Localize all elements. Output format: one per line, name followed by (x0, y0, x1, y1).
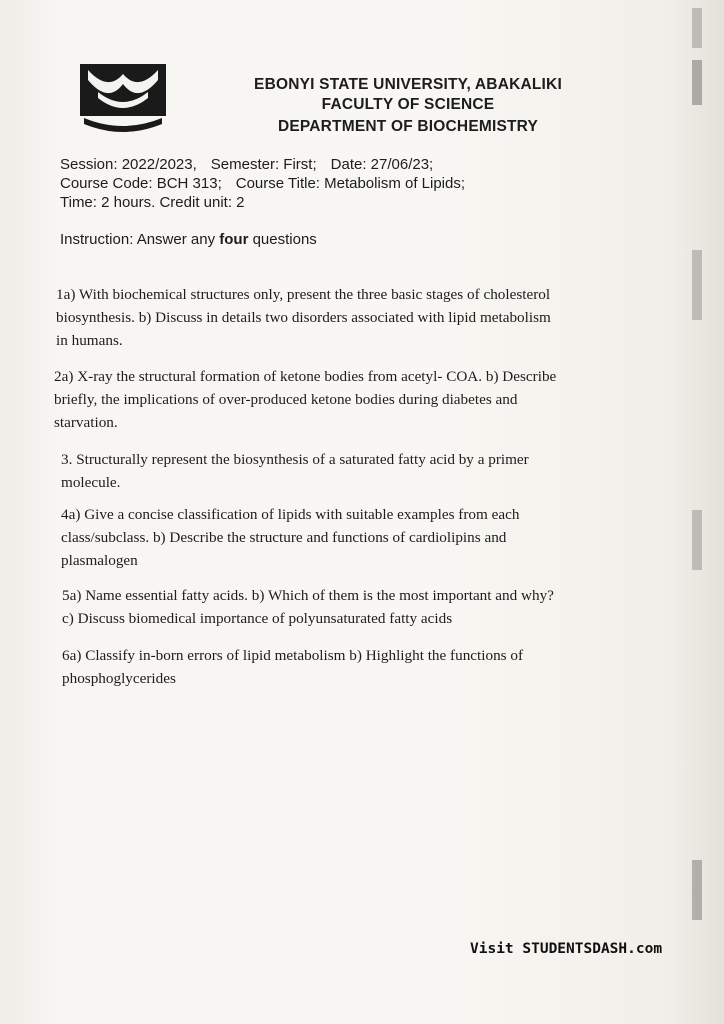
question-line: biosynthesis. b) Discuss in details two disorders associated with lipid metabolism (56, 309, 551, 326)
question-line: plasmalogen (61, 552, 138, 569)
question-1 (56, 283, 632, 352)
question-line: 5a) Name essential fatty acids. b) Which of them is the most important and why? (62, 587, 554, 604)
scan-edge-mark (692, 250, 702, 320)
question-line: 1a) With biochemical structures only, present the three basic stages of cholesterol (56, 286, 551, 303)
instruction-emphasis: four (219, 231, 249, 248)
scan-edge-mark (692, 510, 702, 570)
question-line: phosphoglycerides (62, 670, 176, 687)
university-crest-icon (78, 62, 168, 134)
time-credit-line: Time: 2 hours. Credit unit: 2 (60, 194, 245, 211)
scan-edge-mark (692, 860, 702, 920)
question-line: class/subclass. b) Describe the structure and functions of cardiolipins and (61, 529, 507, 546)
faculty-name: FACULTY OF SCIENCE (321, 96, 495, 113)
question-line: 2a) X-ray the structural formation of ketone bodies from acetyl- COA. b) Describe (54, 368, 557, 385)
instruction-suffix: questions (248, 231, 317, 248)
question-6 (62, 644, 635, 690)
question-line: in humans. (56, 332, 123, 349)
question-2 (54, 365, 632, 434)
course-title: Course Title: Metabolism of Lipids; (235, 175, 466, 192)
course-code: Course Code: BCH 313; (60, 175, 222, 192)
exam-date: Date: 27/06/23; (330, 156, 434, 173)
question-line: 4a) Give a concise classification of lipids with suitable examples from each (61, 506, 520, 523)
question-5 (62, 584, 634, 630)
question-line: briefly, the implications of over-produced ketone bodies during diabetes and (54, 391, 518, 408)
instruction-prefix: Instruction: Answer any (60, 231, 220, 248)
instruction (60, 231, 317, 248)
semester: Semester: First; (210, 156, 317, 173)
website-watermark: Visit STUDENTSDASH.com (470, 941, 663, 957)
question-line: starvation. (54, 414, 118, 431)
course-line (60, 175, 465, 192)
question-line: 6a) Classify in-born errors of lipid metabolism b) Highlight the functions of (62, 647, 524, 664)
scan-edge-mark (692, 8, 702, 48)
question-3 (61, 448, 632, 494)
department-name: DEPARTMENT OF BIOCHEMISTRY (277, 118, 539, 135)
university-name: EBONYI STATE UNIVERSITY, ABAKALIKI (254, 76, 562, 93)
session-line (60, 156, 433, 173)
question-line: c) Discuss biomedical importance of polyunsaturated fatty acids (62, 610, 453, 627)
question-4 (61, 503, 631, 572)
question-line: 3. Structurally represent the biosynthesis of a saturated fatty acid by a primer (61, 451, 529, 468)
session: Session: 2022/2023, (60, 156, 197, 173)
question-line: molecule. (61, 474, 121, 491)
scan-edge-mark (692, 60, 702, 105)
